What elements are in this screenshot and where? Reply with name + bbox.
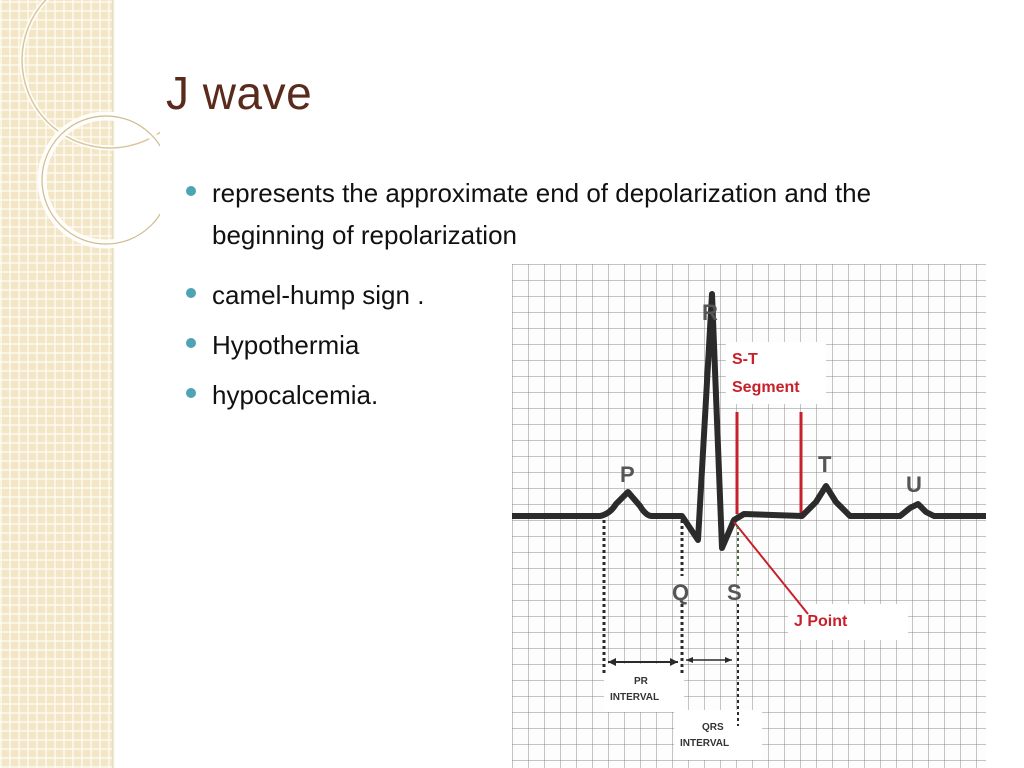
st-segment-label-line1: S-T (732, 351, 758, 368)
bullet-dot-icon (186, 338, 196, 348)
t-wave-label: T (818, 452, 832, 477)
bullet-dot-icon (186, 186, 196, 196)
j-point-label: J Point (794, 613, 848, 630)
bullet-text: Hypothermia (212, 330, 360, 360)
u-wave-label: U (906, 472, 922, 497)
bullet-item (186, 274, 512, 316)
q-wave-label: Q (672, 580, 690, 605)
qrs-label-background (674, 710, 762, 760)
pr-label-background (604, 664, 684, 712)
ecg-diagram (512, 264, 986, 768)
bullet-text: camel-hump sign . (212, 280, 425, 310)
bullet-item (186, 172, 976, 256)
p-wave-label: P (620, 462, 635, 487)
bullet-item (186, 374, 512, 416)
bullet-text: represents the approximate end of depolarization and the beginning of repolarization (212, 178, 872, 250)
bullet-item (186, 324, 512, 366)
bullet-text: hypocalcemia. (212, 380, 379, 410)
bullet-dot-icon (186, 288, 196, 298)
qrs-interval-label-line1: QRS (702, 722, 724, 733)
decorative-rings (0, 0, 160, 260)
pr-interval-label-line2: INTERVAL (610, 692, 660, 703)
bullet-dot-icon (186, 388, 196, 398)
slide-title: J wave (166, 67, 313, 119)
s-wave-label: S (727, 580, 742, 605)
pr-interval-label-line1: PR (634, 676, 648, 687)
r-wave-label: R (702, 300, 718, 325)
st-segment-label-line2: Segment (732, 379, 800, 396)
qrs-interval-label-line2: INTERVAL (680, 738, 730, 749)
